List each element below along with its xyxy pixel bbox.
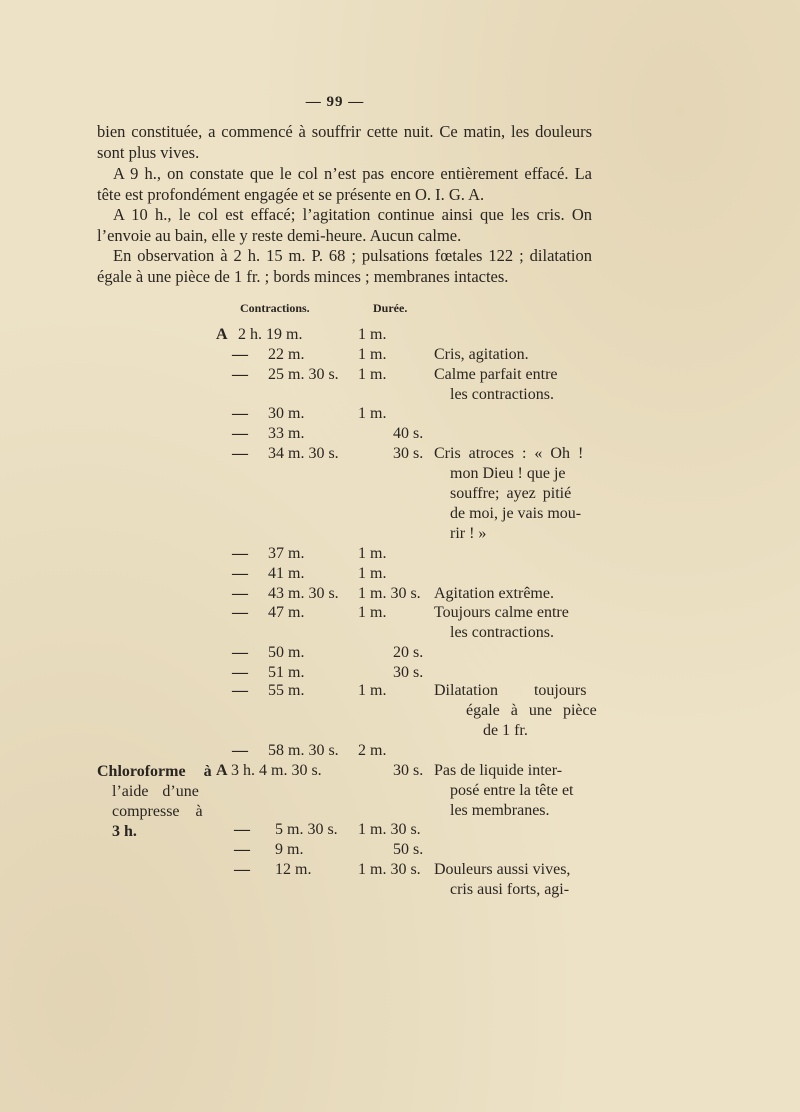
header-duree: Durée. (373, 301, 408, 315)
side-note-line: compresse à (112, 803, 203, 820)
row-2-time: 25 m. 30 s. (268, 366, 339, 383)
row-7-duree: 1 m. (358, 565, 387, 582)
row-13-prefix: — (232, 742, 248, 759)
row-5-time: 34 m. 30 s. (268, 445, 339, 462)
paragraph-2: A 9 h., on constate que le col n’est pas encore entièrement effacé. La tête est profondément engagée et se présente en O. I. G. A. (97, 164, 592, 204)
row-6-prefix: — (232, 545, 248, 562)
row-8-note-line: Agitation extrême. (434, 585, 554, 602)
row-5-note-line: de moi, je vais mou- (450, 505, 582, 522)
row-14-time: 3 h. 4 m. 30 s. (231, 762, 322, 779)
row-7-prefix: — (232, 565, 248, 582)
row-5-note-line: Cris atroces : « Oh ! (434, 445, 584, 462)
row-14-note-line: Pas de liquide inter- (434, 762, 563, 779)
side-note-line: 3 h. (112, 823, 137, 840)
row-16-duree: 50 s. (393, 841, 424, 858)
paragraph-4: En observation à 2 h. 15 m. P. 68 ; pulsations fœtales 122 ; dilatation égale à une pièce de 1 fr. ; bords minces ; membranes intactes. (97, 246, 592, 286)
row-11-duree: 30 s. (393, 664, 424, 681)
row-9-duree: 1 m. (358, 604, 387, 621)
row-12-note-line: de 1 fr. (483, 722, 528, 739)
row-1-note-line: Cris, agitation. (434, 346, 529, 363)
row-9-prefix: — (232, 604, 248, 621)
row-8-time: 43 m. 30 s. (268, 585, 339, 602)
row-5-note-line: souffre; ayez pitié (450, 485, 572, 502)
row-2-note-line: Calme parfait entre (434, 366, 558, 383)
row-9-note-line: les contractions. (450, 624, 554, 641)
row-17-prefix: — (234, 861, 250, 878)
row-12-prefix: — (232, 682, 248, 699)
row-3-time: 30 m. (268, 405, 305, 422)
header-contractions: Contractions. (240, 301, 310, 315)
row-16-time: 9 m. (275, 841, 304, 858)
row-13-time: 58 m. 30 s. (268, 742, 339, 759)
row-17-time: 12 m. (275, 861, 312, 878)
row-15-prefix: — (234, 821, 250, 838)
row-15-duree: 1 m. 30 s. (358, 821, 421, 838)
row-14-note-line: les membranes. (450, 802, 550, 819)
row-4-duree: 40 s. (393, 425, 424, 442)
row-16-prefix: — (234, 841, 250, 858)
row-0-duree: 1 m. (358, 326, 387, 343)
page-number: — 99 — (305, 94, 365, 110)
row-3-prefix: — (232, 405, 248, 422)
row-0-time: 2 h. 19 m. (238, 326, 303, 343)
row-2-note-line: les contractions. (450, 386, 554, 403)
row-5-note-line: rir ! » (450, 525, 487, 542)
row-10-prefix: — (232, 644, 248, 661)
row-4-time: 33 m. (268, 425, 305, 442)
row-17-duree: 1 m. 30 s. (358, 861, 421, 878)
row-12-duree: 1 m. (358, 682, 387, 699)
row-5-duree: 30 s. (393, 445, 424, 462)
row-5-note-line: mon Dieu ! que je (450, 465, 566, 482)
row-11-prefix: — (232, 664, 248, 681)
row-11-time: 51 m. (268, 664, 305, 681)
paragraph-1: bien constituée, a commencé à souffrir cette nuit. Ce matin, les douleurs sont plus vives. (97, 122, 592, 162)
row-8-prefix: — (232, 585, 248, 602)
row-8-duree: 1 m. 30 s. (358, 585, 421, 602)
row-14-prefix: A (216, 762, 228, 779)
row-9-note-line: Toujours calme entre (434, 604, 569, 621)
row-1-prefix: — (232, 346, 248, 363)
row-0-prefix: A (216, 326, 228, 343)
row-12-note-line: Dilatation toujours (434, 682, 587, 699)
row-2-duree: 1 m. (358, 366, 387, 383)
row-10-time: 50 m. (268, 644, 305, 661)
row-14-note-line: posé entre la tête et (450, 782, 574, 799)
row-6-time: 37 m. (268, 545, 305, 562)
row-14-duree: 30 s. (393, 762, 424, 779)
row-5-prefix: — (232, 445, 248, 462)
row-12-time: 55 m. (268, 682, 305, 699)
row-13-duree: 2 m. (358, 742, 387, 759)
row-1-time: 22 m. (268, 346, 305, 363)
side-note-line: l’aide d’une (112, 783, 199, 800)
row-4-prefix: — (232, 425, 248, 442)
row-17-note-line: Douleurs aussi vives, (434, 861, 571, 878)
row-1-duree: 1 m. (358, 346, 387, 363)
row-12-note-line: égale à une pièce (466, 702, 597, 719)
row-2-prefix: — (232, 366, 248, 383)
row-6-duree: 1 m. (358, 545, 387, 562)
paragraph-3: A 10 h., le col est effacé; l’agitation continue ainsi que les cris. On l’envoie au bain, elle y reste demi-heure. Aucun calme. (97, 205, 592, 245)
row-3-duree: 1 m. (358, 405, 387, 422)
row-17-note-line: cris ausi forts, agi- (450, 881, 570, 898)
row-10-duree: 20 s. (393, 644, 424, 661)
row-9-time: 47 m. (268, 604, 305, 621)
row-15-time: 5 m. 30 s. (275, 821, 338, 838)
row-7-time: 41 m. (268, 565, 305, 582)
side-note-line: Chloroforme à (97, 763, 212, 780)
